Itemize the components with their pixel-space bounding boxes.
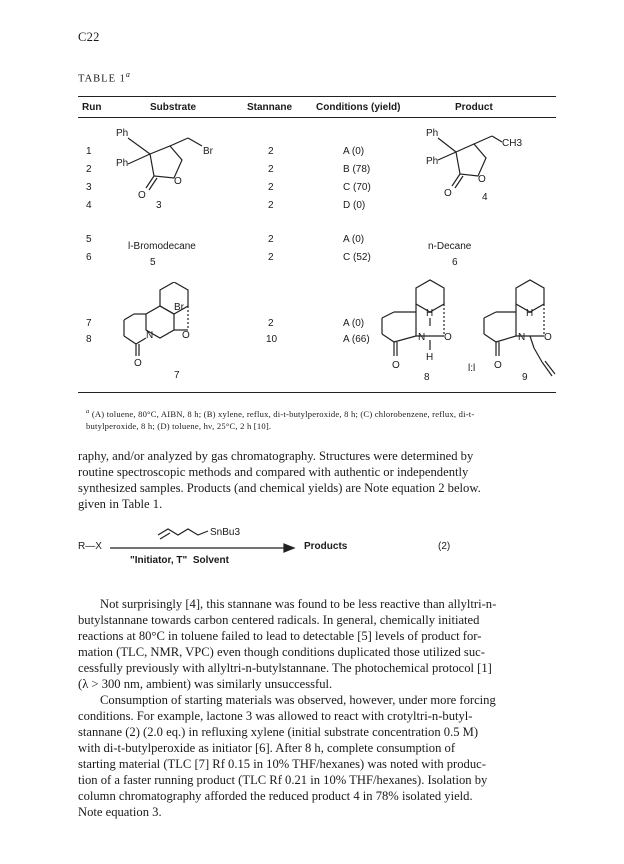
- p9-n: N: [518, 332, 526, 343]
- para3-line-3: stannane (2) (2.0 eq.) in refluxing xylene (initial substrate concentration 0.5 M): [78, 725, 479, 739]
- p9-o-carbonyl: O: [494, 360, 502, 371]
- para3-line-6: tion of a faster running product (TLC Rf 0.21 in 10% THF/hexanes). Isolation by: [78, 773, 488, 787]
- stannane-2: 2: [268, 164, 274, 175]
- para2-line-1: Not surprisingly [4], this stannane was found to be less reactive than allyltri-n-: [100, 597, 497, 611]
- p8-n: N: [418, 332, 426, 343]
- header-conditions: Conditions (yield): [316, 102, 401, 113]
- condition-2: B (78): [343, 164, 371, 175]
- para1-line-2: routine spectroscopic methods and compared with authentic or independently: [78, 465, 469, 479]
- para2-line-4: mation (TLC, NMR, VPC) even though conditions duplicated those utilized suc-: [78, 645, 485, 659]
- equation-reagent: SnBu3: [210, 527, 241, 538]
- footnote-text-1: (A) toluene, 80°C, AIBN, 8 h; (B) xylene, reflux, di-t-butylperoxide, 8 h; (C) chlorobenzene, reflux, di-t-: [91, 408, 475, 419]
- header-stannane: Stannane: [247, 102, 293, 113]
- paragraph-1: [78, 448, 556, 512]
- equation-reactant: R—X: [78, 541, 102, 552]
- para1-line-1: raphy, and/or analyzed by gas chromatography. Structures were determined by: [78, 449, 474, 463]
- run-1: 1: [86, 146, 92, 157]
- condition-7: A (0): [343, 318, 365, 329]
- stannane-3: 2: [268, 182, 274, 193]
- product-8: [372, 278, 472, 388]
- run-8: 8: [86, 334, 92, 345]
- bicyclic-n: N: [146, 330, 154, 341]
- product-ratio: l:l: [468, 363, 476, 374]
- lactone-ph-1: Ph: [116, 128, 129, 139]
- para2-line-6: (λ > 300 nm, ambient) was similarly unsuccessful.: [78, 677, 333, 691]
- para2-line-3: reactions at 80°C in toluene failed to lead to detectable [5] levels of product for-: [78, 629, 482, 643]
- condition-4: D (0): [343, 200, 366, 211]
- run-3: 3: [86, 182, 92, 193]
- para3-line-7: column chromatography afforded the reduced product 4 in 78% isolated yield.: [78, 789, 473, 803]
- p4-number: 4: [482, 192, 488, 203]
- table-title: [78, 70, 131, 85]
- table-header-rule: [78, 117, 556, 118]
- bicyclic-7-structure: [112, 282, 222, 382]
- condition-3: C (70): [343, 182, 371, 193]
- paragraph-2: [78, 596, 556, 692]
- table-title-text: TABLE 1: [78, 73, 126, 85]
- equation-conditions: "Initiator, T" Solvent: [130, 555, 229, 566]
- run-5: 5: [86, 234, 92, 245]
- alkyl-bromide-number: 5: [150, 257, 156, 268]
- lactone-o-ring: O: [174, 176, 182, 187]
- para2-line-5: cessfully previously with allyltri-n-butylstannane. The photochemical protocol [1]: [78, 661, 492, 675]
- p9-h-top: H: [526, 308, 534, 319]
- equation-number: (2): [438, 541, 451, 552]
- condition-5: A (0): [343, 234, 365, 245]
- para2-line-2: butylstannane towards carbon centered radicals. In general, chemically initiated: [78, 613, 480, 627]
- p8-o-ring: O: [444, 332, 452, 343]
- equation-product: Products: [304, 541, 348, 552]
- p4-ch3: CH3: [502, 138, 523, 149]
- substrate-bicyclic-7: [112, 282, 222, 382]
- table-title-note-mark: a: [125, 70, 131, 79]
- stannane-7: 2: [268, 318, 274, 329]
- stannane-8: 10: [266, 334, 278, 345]
- alkyl-bromide-name: l-Bromodecane: [128, 241, 196, 252]
- decane-number: 6: [452, 257, 458, 268]
- footnote-line-2: butylperoxide, 8 h; (D) toluene, hν, 25°C, 2 h [10].: [86, 420, 272, 431]
- equation-2: [78, 525, 556, 585]
- para3-line-8: Note equation 3.: [78, 805, 162, 819]
- product-9: [474, 278, 564, 388]
- para3-line-1: Consumption of starting materials was observed, however, under more forcing: [100, 693, 496, 707]
- table-top-rule: [78, 96, 556, 97]
- bicyclic-br: Br: [174, 302, 184, 313]
- lactone-3-structure: [108, 124, 238, 214]
- p4-ph-1: Ph: [426, 128, 439, 139]
- p9-o-ring: O: [544, 332, 552, 343]
- p8-h-top: H: [426, 308, 434, 319]
- paragraph-3: [78, 692, 556, 820]
- bicyclic-number: 7: [174, 370, 180, 381]
- p8-o-carbonyl: O: [392, 360, 400, 371]
- lactone-ph-2: Ph: [116, 158, 129, 169]
- p8-number: 8: [424, 372, 430, 383]
- header-product: Product: [455, 102, 493, 113]
- condition-6: C (52): [343, 252, 371, 263]
- bicyclic-o-carbonyl: O: [134, 358, 142, 369]
- page-id: C22: [78, 30, 100, 44]
- footnote-line-1: [86, 406, 556, 420]
- para3-line-2: conditions. For example, lactone 3 was allowed to react with crotyltri-n-butyl-: [78, 709, 473, 723]
- product-9-structure: [474, 278, 564, 388]
- table-bottom-rule: [78, 392, 556, 393]
- run-4: 4: [86, 200, 92, 211]
- lactone-br: Br: [203, 146, 213, 157]
- run-2: 2: [86, 164, 92, 175]
- p8-h-bottom: H: [426, 352, 434, 363]
- run-7: 7: [86, 318, 92, 329]
- substrate-lactone-3: [108, 124, 238, 214]
- para3-line-5: starting material (TLC [7] Rf 0.15 in 10% THF/hexanes) was noted with produc-: [78, 757, 486, 771]
- footnote-mark: a: [86, 408, 90, 415]
- para1-line-3: synthesized samples. Products (and chemical yields) are Note equation 2 below.: [78, 481, 481, 495]
- header-substrate: Substrate: [150, 102, 197, 113]
- stannane-1: 2: [268, 146, 274, 157]
- condition-8: A (66): [343, 334, 370, 345]
- p4-o-carbonyl: O: [444, 188, 452, 199]
- decane-name: n-Decane: [428, 241, 472, 252]
- product-4-structure: [418, 124, 548, 214]
- lactone-o-carbonyl: O: [138, 190, 146, 201]
- lactone-number: 3: [156, 200, 162, 211]
- condition-1: A (0): [343, 146, 365, 157]
- product-8-structure: [372, 278, 472, 388]
- p9-number: 9: [522, 372, 528, 383]
- product-4: [418, 124, 548, 214]
- stannane-5: 2: [268, 234, 274, 245]
- bicyclic-o-ring: O: [182, 330, 190, 341]
- p4-o-ring: O: [478, 174, 486, 185]
- header-run: Run: [82, 102, 102, 113]
- run-6: 6: [86, 252, 92, 263]
- stannane-6: 2: [268, 252, 274, 263]
- para3-line-4: with di-t-butylperoxide as initiator [6]. After 8 h, complete consumption of: [78, 741, 456, 755]
- stannane-4: 2: [268, 200, 274, 211]
- para1-line-4: given in Table 1.: [78, 497, 163, 511]
- p4-ph-2: Ph: [426, 156, 439, 167]
- table-footnote: [86, 406, 556, 432]
